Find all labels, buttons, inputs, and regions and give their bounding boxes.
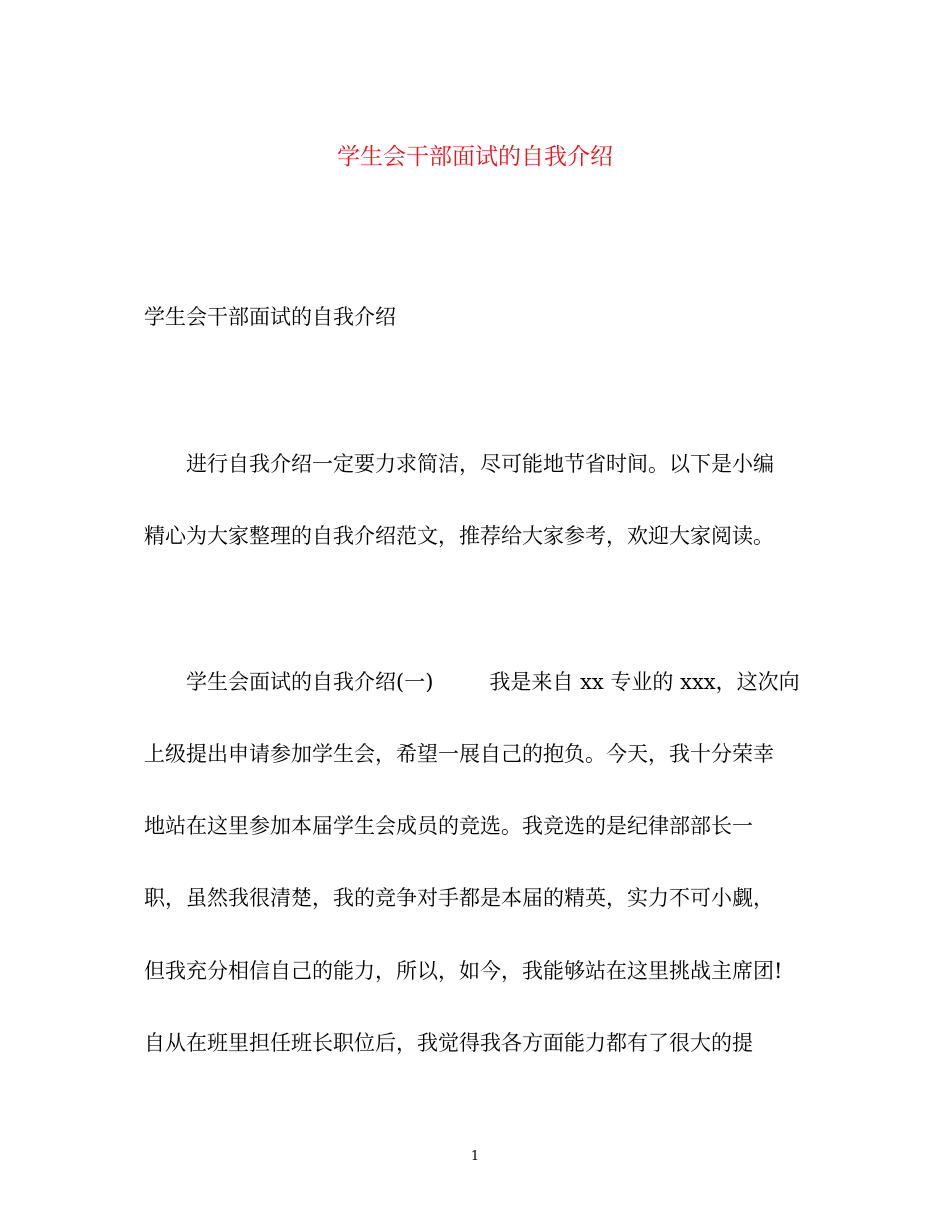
body-line-3: 职，虽然我很清楚，我的竞争对手都是本届的精英，实力不可小觑， <box>144 886 774 910</box>
body-line-1: 上级提出申请参加学生会，希望一展自己的抱负。今天，我十分荣幸 <box>144 742 774 766</box>
body-line-2: 地站在这里参加本届学生会成员的竞选。我竞选的是纪律部部长一 <box>144 814 753 838</box>
body-line-4: 但我充分相信自己的能力，所以，如今，我能够站在这里挑战主席团! <box>144 959 783 983</box>
section-heading: 学生会面试的自我介绍(一) <box>186 670 434 694</box>
intro-line-1: 进行自我介绍一定要力求简洁，尽可能地节省时间。以下是小编 <box>186 452 774 476</box>
intro-line-2: 精心为大家整理的自我介绍范文，推荐给大家参考，欢迎大家阅读。 <box>144 524 774 548</box>
document-subtitle: 学生会干部面试的自我介绍 <box>144 305 396 329</box>
section-first-line <box>186 667 800 697</box>
body-line-5: 自从在班里担任班长职位后，我觉得我各方面能力都有了很大的提 <box>144 1031 753 1055</box>
section-opening-text: 我是来自 xx 专业的 xxx，这次向 <box>489 670 800 694</box>
document-title: 学生会干部面试的自我介绍 <box>337 144 613 170</box>
page-number: 1 <box>470 1149 480 1164</box>
